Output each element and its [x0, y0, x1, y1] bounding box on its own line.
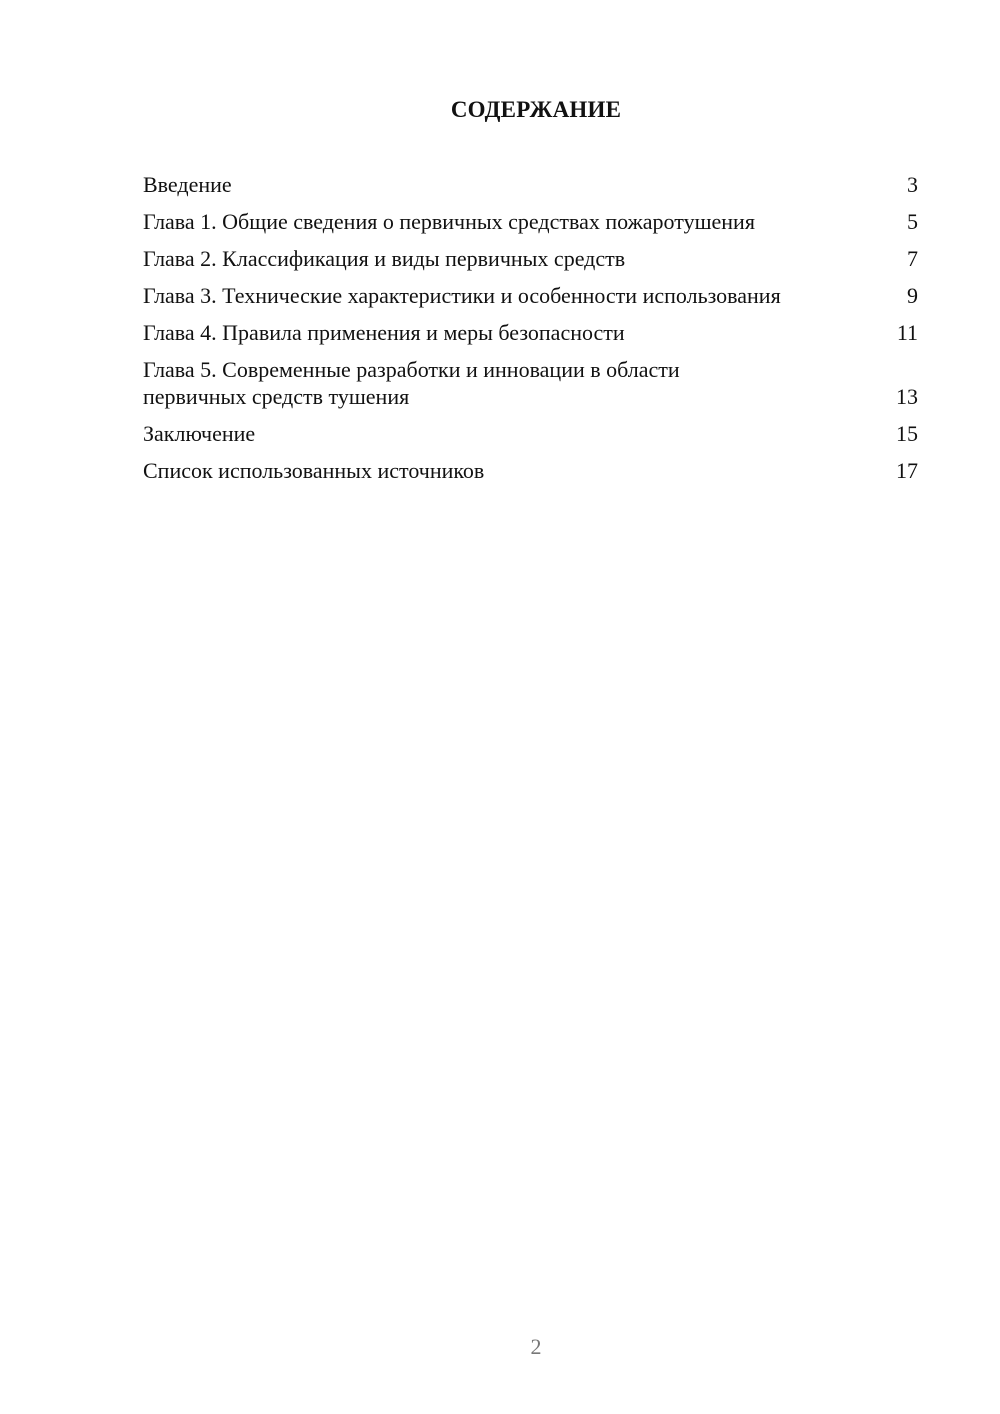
toc-item-text: Глава 2. Классификация и виды первичных средств [143, 246, 626, 271]
toc-item-page-number: 15 [896, 421, 918, 446]
toc-item-chapter-4 [143, 319, 918, 346]
toc-item-text: Заключение [143, 421, 256, 446]
toc-item-page-number: 9 [907, 283, 918, 308]
toc-item-text: Глава 3. Технические характеристики и особенности использования [143, 283, 781, 308]
page-title: СОДЕРЖАНИЕ [450, 97, 622, 122]
toc-item-chapter-1 [143, 208, 918, 235]
toc-item-page-number: 5 [907, 209, 918, 234]
toc-item-text: Список использованных источников [143, 458, 485, 483]
toc-item-text: Глава 5. Современные разработки и инновации в области первичных средств тушения [143, 357, 680, 409]
toc-item-page-number: 13 [896, 384, 918, 409]
toc-item-page-number: 17 [896, 458, 918, 483]
page-number: 2 [530, 1334, 542, 1359]
toc-item-chapter-2 [143, 245, 918, 272]
toc-item-page-number: 11 [896, 320, 918, 345]
toc-item-conclusion [143, 420, 918, 447]
toc-item-text: Глава 1. Общие сведения о первичных средствах пожаротушения [143, 209, 755, 234]
toc-item-chapter-5 [143, 356, 918, 410]
toc-item-chapter-3 [143, 282, 918, 309]
table-of-contents [143, 171, 918, 494]
toc-item-text: Введение [143, 172, 232, 197]
toc-item-page-number: 3 [907, 172, 918, 197]
toc-item-page-number: 7 [907, 246, 918, 271]
toc-item-introduction [143, 171, 918, 198]
toc-item-references [143, 457, 918, 484]
toc-item-text: Глава 4. Правила применения и меры безопасности [143, 320, 625, 345]
